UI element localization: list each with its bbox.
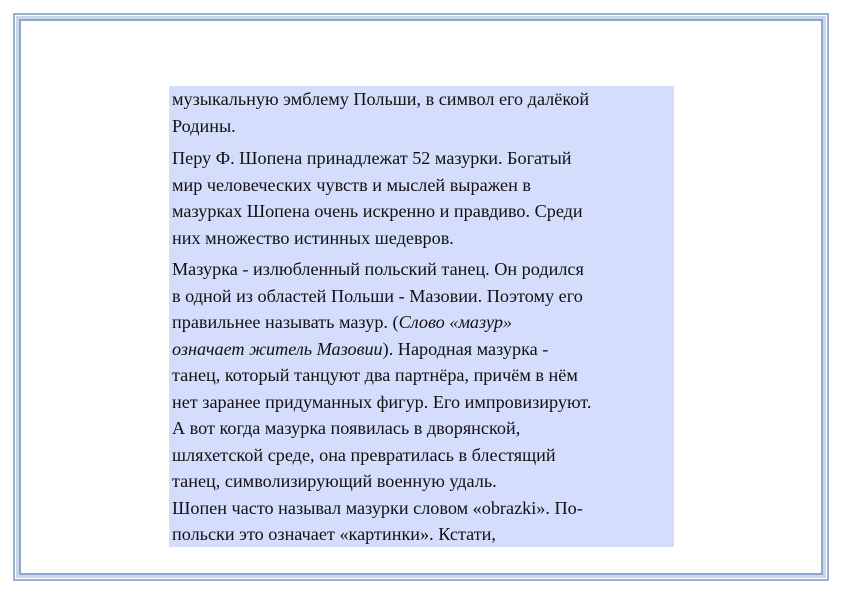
text-line: Шопен часто называл мазурки словом «obrazki». По- bbox=[172, 497, 583, 518]
text-line: ). Народная мазурка - bbox=[382, 338, 549, 359]
paragraph-mazurka-dance bbox=[172, 256, 671, 548]
text-line: шляхетской среде, она превратилась в блестящий bbox=[172, 444, 556, 465]
text-line: Перу Ф. Шопена принадлежат 52 мазурки. Богатый bbox=[172, 148, 572, 168]
text-line: польски это означает «картинки». Кстати, bbox=[172, 524, 496, 544]
text-line: танец, который танцуют два партнёра, причём в нём bbox=[172, 365, 578, 385]
paragraph-emblem bbox=[172, 86, 671, 139]
text-line: мазурках Шопена очень искренно и правдиво. Среди bbox=[172, 201, 583, 221]
text-line: Мазурка - излюбленный польский танец. Он родился bbox=[172, 259, 584, 279]
text-line: Родины. bbox=[172, 115, 236, 136]
italic-text: Слово «мазур» bbox=[398, 312, 513, 332]
text-line: нет заранее придуманных фигур. Его импровизируют. bbox=[172, 391, 592, 412]
text-line: правильнее называть мазур. ( bbox=[172, 312, 399, 332]
text-box bbox=[169, 86, 674, 547]
text-line: мир человеческих чувств и мыслей выражен в bbox=[172, 174, 531, 195]
text-line: в одной из областей Польши - Мазовии. Поэтому его bbox=[172, 285, 583, 306]
paragraph-mazurkas-count bbox=[172, 145, 671, 251]
text-line: А вот когда мазурка появилась в дворянской, bbox=[172, 418, 521, 438]
text-line: них множество истинных шедевров. bbox=[172, 227, 454, 248]
text-line: музыкальную эмблему Польши, в символ его далёкой bbox=[172, 89, 590, 109]
text-line: танец, символизирующий военную удаль. bbox=[172, 471, 497, 491]
italic-text: означает житель Мазовии bbox=[172, 338, 383, 359]
